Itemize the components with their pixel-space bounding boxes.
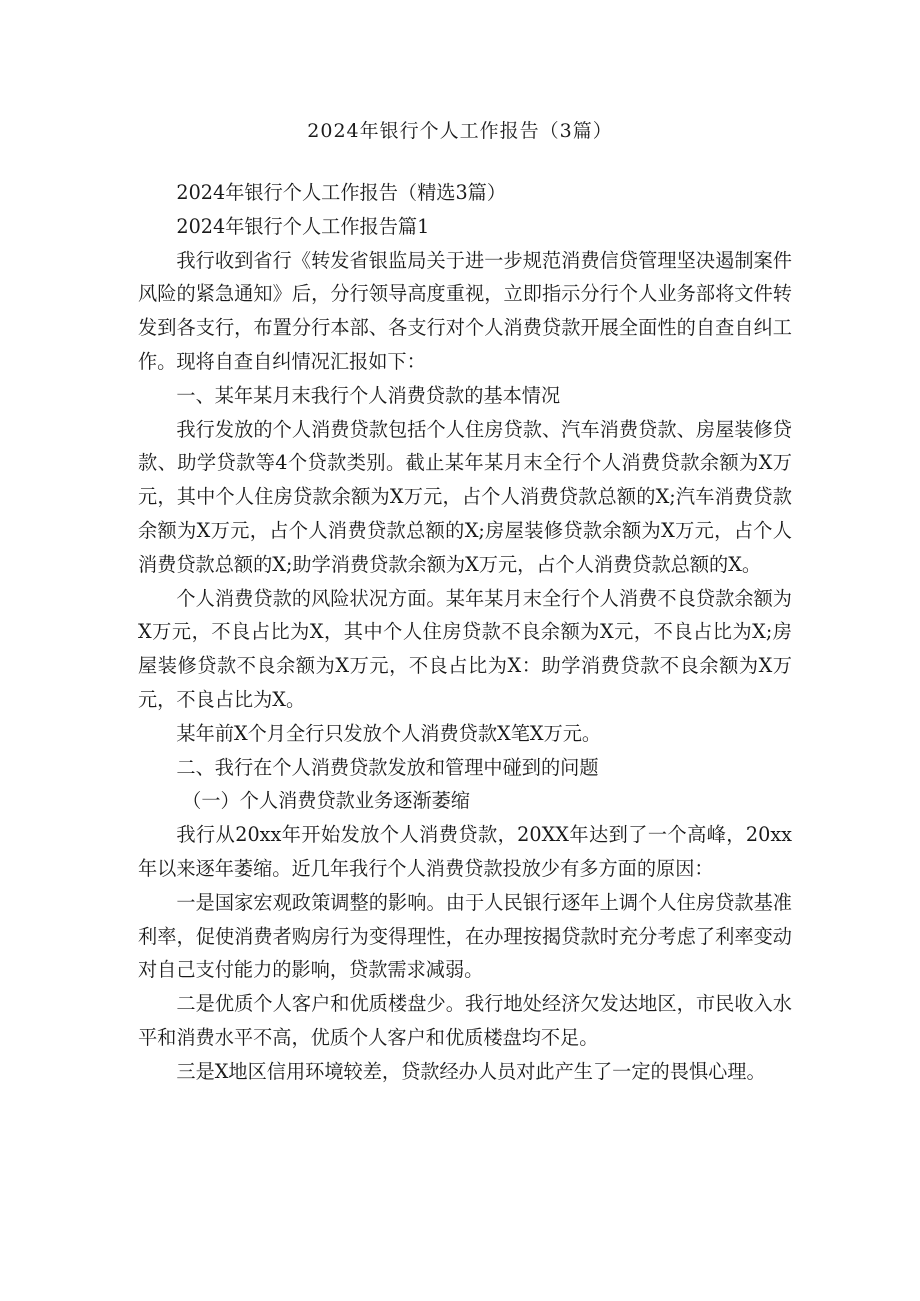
body-paragraph: 一是国家宏观政策调整的影响。由于人民银行逐年上调个人住房贷款基准利率，促使消费者购房行为变得理性，在办理按揭贷款时充分考虑了利率变动对自己支付能力的影响，贷款需求减弱。: [138, 890, 792, 982]
body-paragraph: 我行收到省行《转发省银监局关于进一步规范消费信贷管理坚决遏制案件风险的紧急通知》后，分行领导高度重视，立即指示分行个人业务部将文件转发到各支行，布置分行本部、各支行对个人消费贷款开展全面性的自查自纠工作。现将自查自纠情况汇报如下：: [138, 248, 792, 373]
section-heading: 二、我行在个人消费贷款发放和管理中碰到的问题: [176, 755, 599, 779]
section-heading: 2024年银行个人工作报告篇1: [176, 214, 430, 238]
body-paragraph: 我行从20xx年开始发放个人消费贷款，20XX年达到了一个高峰，20xx年以来逐年萎缩。近几年我行个人消费贷款投放少有多方面的原因：: [138, 823, 792, 880]
document-title: 2024年银行个人工作报告（3篇）: [307, 120, 613, 142]
body-paragraph: 某年前X个月全行只发放个人消费贷款X笔X万元。: [176, 721, 602, 745]
section-heading: 一、某年某月末我行个人消费贷款的基本情况: [176, 383, 561, 407]
document-body: [138, 176, 792, 1089]
body-paragraph: 个人消费贷款的风险状况方面。某年某月末全行个人消费不良贷款余额为X万元，不良占比为X，其中个人住房贷款不良余额为X元，不良占比为X;房屋装修贷款不良余额为X万元，不良占比为X：助学消费贷款不良余额为X万元，不良占比为X。: [138, 586, 792, 711]
body-paragraph: 二是优质个人客户和优质楼盘少。我行地处经济欠发达地区，市民收入水平和消费水平不高，优质个人客户和优质楼盘均不足。: [138, 992, 792, 1049]
body-paragraph: 三是X地区信用环境较差，贷款经办人员对此产生了一定的畏惧心理。: [176, 1059, 766, 1083]
body-paragraph: 我行发放的个人消费贷款包括个人住房贷款、汽车消费贷款、房屋装修贷款、助学贷款等4个贷款类别。截止某年某月末全行个人消费贷款余额为X万元，其中个人住房贷款余额为X万元，占个人消费贷款总额的X;汽车消费贷款余额为X万元，占个人消费贷款总额的X;房屋装修贷款余额为X万元，占个人消费贷款总额的X;助学消费贷款余额为X万元，占个人消费贷款总额的X。: [138, 417, 792, 576]
subsection-heading: （一）个人消费贷款业务逐渐萎缩: [182, 789, 470, 813]
subtitle: 2024年银行个人工作报告（精选3篇）: [176, 181, 507, 204]
